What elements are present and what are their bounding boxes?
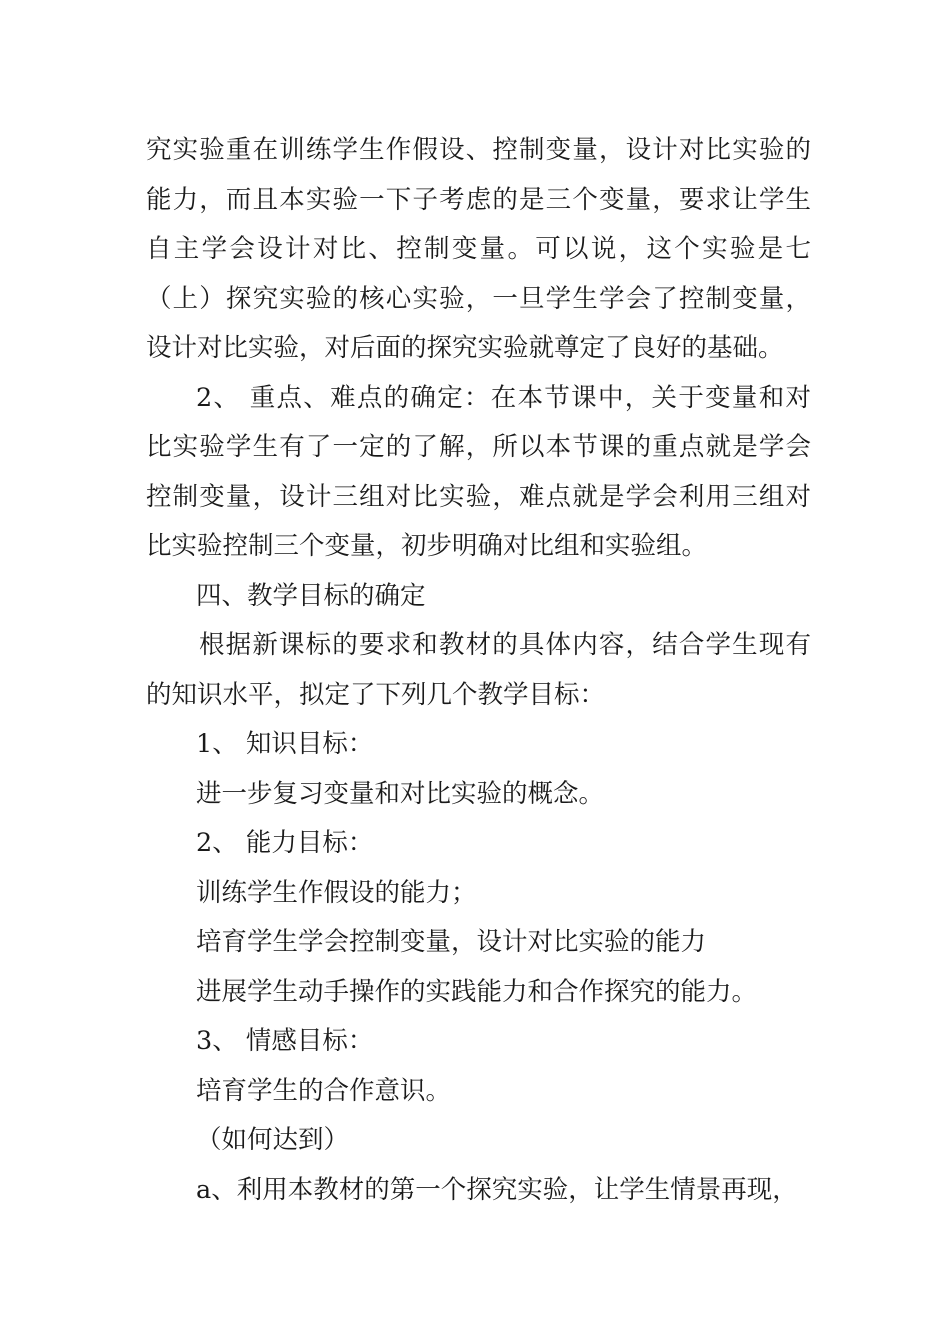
paragraph-line: 根据新课标的要求和教材的具体内容，结合学生现有	[199, 630, 811, 660]
parenthetical-note: （如何达到）	[196, 1125, 350, 1155]
paragraph-line: （上）探究实验的核心实验，一旦学生学会了控制变量，	[146, 283, 811, 314]
paragraph-line: 的知识水平，拟定了下列几个教学目标：	[146, 679, 606, 710]
paragraph-line: 控制变量，设计三组对比实验，难点就是学会利用三组对	[146, 481, 811, 512]
list-item-ability-goal: 2、 能力目标：	[196, 828, 374, 858]
list-item-text: 进展学生动手操作的实践能力和合作探究的能力。	[196, 976, 758, 1007]
paragraph-line: 设计对比实验，对后面的探究实验就尊定了良好的基础。	[146, 333, 784, 363]
paragraph-line: 自主学会设计对比、控制变量。可以说，这个实验是七	[146, 234, 811, 264]
paragraph-line: 能力，而且本实验一下子考虑的是三个变量，要求让学生	[146, 184, 811, 215]
list-item-text: 训练学生作假设的能力；	[196, 877, 477, 908]
document-body	[146, 126, 811, 1215]
paragraph-line: 比实验控制三个变量，初步明确对比组和实验组。	[146, 531, 708, 561]
section-heading-key-points: 2、 重点、难点的确定：在本节课中，关于变量和对	[196, 382, 811, 413]
list-item-text: 培育学生学会控制变量，设计对比实验的能力	[196, 927, 707, 957]
section-heading-teaching-goals: 四、教学目标的确定	[196, 580, 426, 611]
list-item-emotion-goal: 3、 情感目标：	[196, 1026, 374, 1056]
list-item-text: 培育学生的合作意识。	[196, 1075, 452, 1106]
list-item-text: 进一步复习变量和对比实验的概念。	[196, 778, 605, 809]
list-item-text: a、利用本教材的第一个探究实验，让学生情景再现，	[196, 1174, 798, 1205]
paragraph-line: 比实验学生有了一定的了解，所以本节课的重点就是学会	[146, 432, 811, 462]
list-item-knowledge-goal: 1、 知识目标：	[196, 729, 374, 759]
paragraph-line: 究实验重在训练学生作假设、控制变量，设计对比实验的	[146, 135, 811, 165]
